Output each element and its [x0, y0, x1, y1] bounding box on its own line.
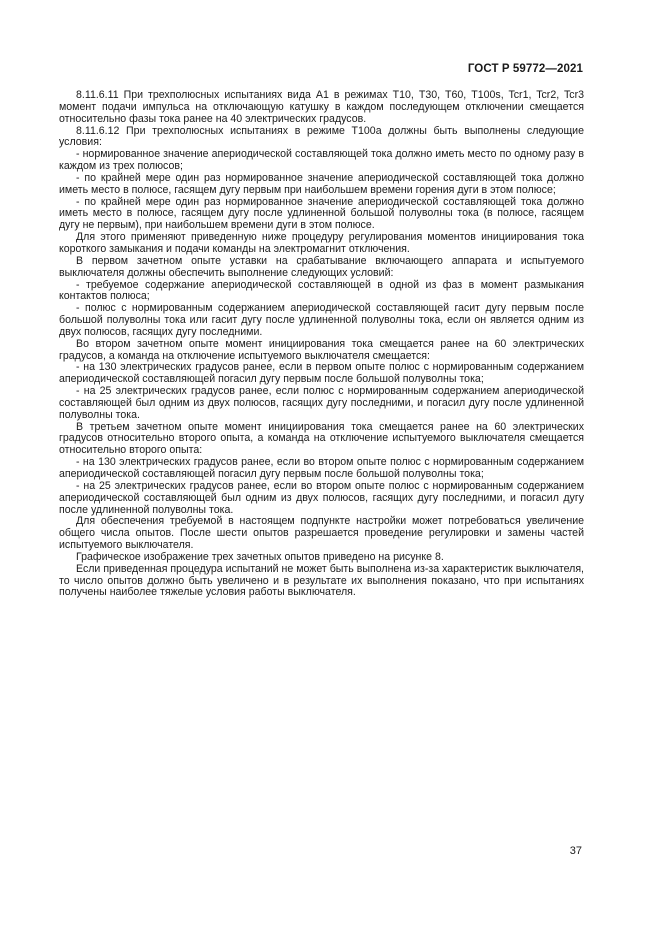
paragraph: В первом зачетном опыте уставки на срабатывание включающего аппарата и испытуемого выключателя должны обеспечить выполнение следующих условий: [59, 254, 584, 279]
paragraph: Графическое изображение трех зачетных опытов приведено на рисунке 8. [76, 550, 444, 563]
list-item: - на 130 электрических градусов ранее, если в первом опыте полюс с нормированным содержанием апериодической составляющей погасил дугу первым после большой полуволны тока; [59, 361, 584, 386]
list-item: - на 25 электрических градусов ранее, если полюс с нормированным содержанием апериодической составляющей был одним из двух полюсов, гасящих дугу последними, и погасил дугу после удлиненной полуволны тока. [59, 385, 584, 421]
paragraph-8-11-6-11: 8.11.6.11 При трехполюсных испытаниях вида А1 в режимах Т10, Т30, Т60, Т100s, Tcr1, Tcr2, Tcr3 момент подачи импульса на отключающую катушку в каждом последующем отключении смещается относительно фазы тока ранее на 40 электрических градусов. [59, 89, 584, 125]
paragraph: Для обеспечения требуемой в настоящем подпункте настройки может потребоваться увеличение общего числа опытов. После шести опытов разрешается проведение регулировки и замены частей испытуемого выключателя. [59, 515, 584, 552]
list-item: - требуемое содержание апериодической составляющей в одной из фаз в момент размыкания контактов полюса; [59, 278, 584, 303]
list-item: - по крайней мере один раз нормированное значение апериодической составляющей тока должно иметь место в полюсе, гасящем дугу после удлиненной большой полуволны тока (в полюсе, гасящем дугу не первым), при наибольшем времени дуги в этом полюсе. [59, 195, 584, 232]
standard-header: ГОСТ Р 59772—2021 [467, 63, 583, 75]
paragraph: Для этого применяют приведенную ниже процедуру регулирования моментов инициирования тока короткого замыкания и подачи команды на электромагнит отключения. [59, 231, 584, 255]
list-item: - нормированное значение апериодической составляющей тока должно иметь место по одному разу в каждом из трех полюсов; [59, 148, 584, 173]
body-text [59, 90, 584, 599]
page-number: 37 [569, 845, 582, 857]
paragraph: В третьем зачетном опыте момент инициирования тока смещается ранее на 60 электрических градусов относительно второго опыта, а команда на отключение испытуемого выключателя смещается относительно второго опыта: [59, 420, 584, 457]
paragraph: Во втором зачетном опыте момент инициирования тока смещается ранее на 60 электрических градусов, а команда на отключение испытуемого выключателя смещается: [59, 337, 584, 362]
paragraph: Если приведенная процедура испытаний не может быть выполнена из-за характеристик выключателя, то число опытов должно быть увеличено и в результате их выполнения показано, что при испытаниях получены наиболее тяжелые условия работы выключателя. [59, 562, 584, 599]
list-item: - по крайней мере один раз нормированное значение апериодической составляющей тока должно иметь место в полюсе, гасящем дугу первым при наибольшем времени горения дуги в этом полюсе; [59, 171, 584, 196]
list-item: - полюс с нормированным содержанием апериодической составляющей гасит дугу первым после большой полуволны тока или гасит дугу после удлиненной полуволны тока, если он является одним из двух полюсов, гасящих дугу последними. [59, 302, 584, 338]
list-item: - на 25 электрических градусов ранее, если во втором опыте полюс с нормированным содержанием апериодической составляющей был одним из двух полюсов, гасящих дугу последними, и погасил дугу после удлиненной полуволны тока. [59, 479, 584, 516]
paragraph-8-11-6-12: 8.11.6.12 При трехполюсных испытаниях в режиме Т100а должны быть выполнены следующие условия: [59, 124, 584, 149]
list-item: - на 130 электрических градусов ранее, если во втором опыте полюс с нормированным содержанием апериодической составляющей погасил дугу первым после большой полуволны тока; [59, 456, 584, 480]
